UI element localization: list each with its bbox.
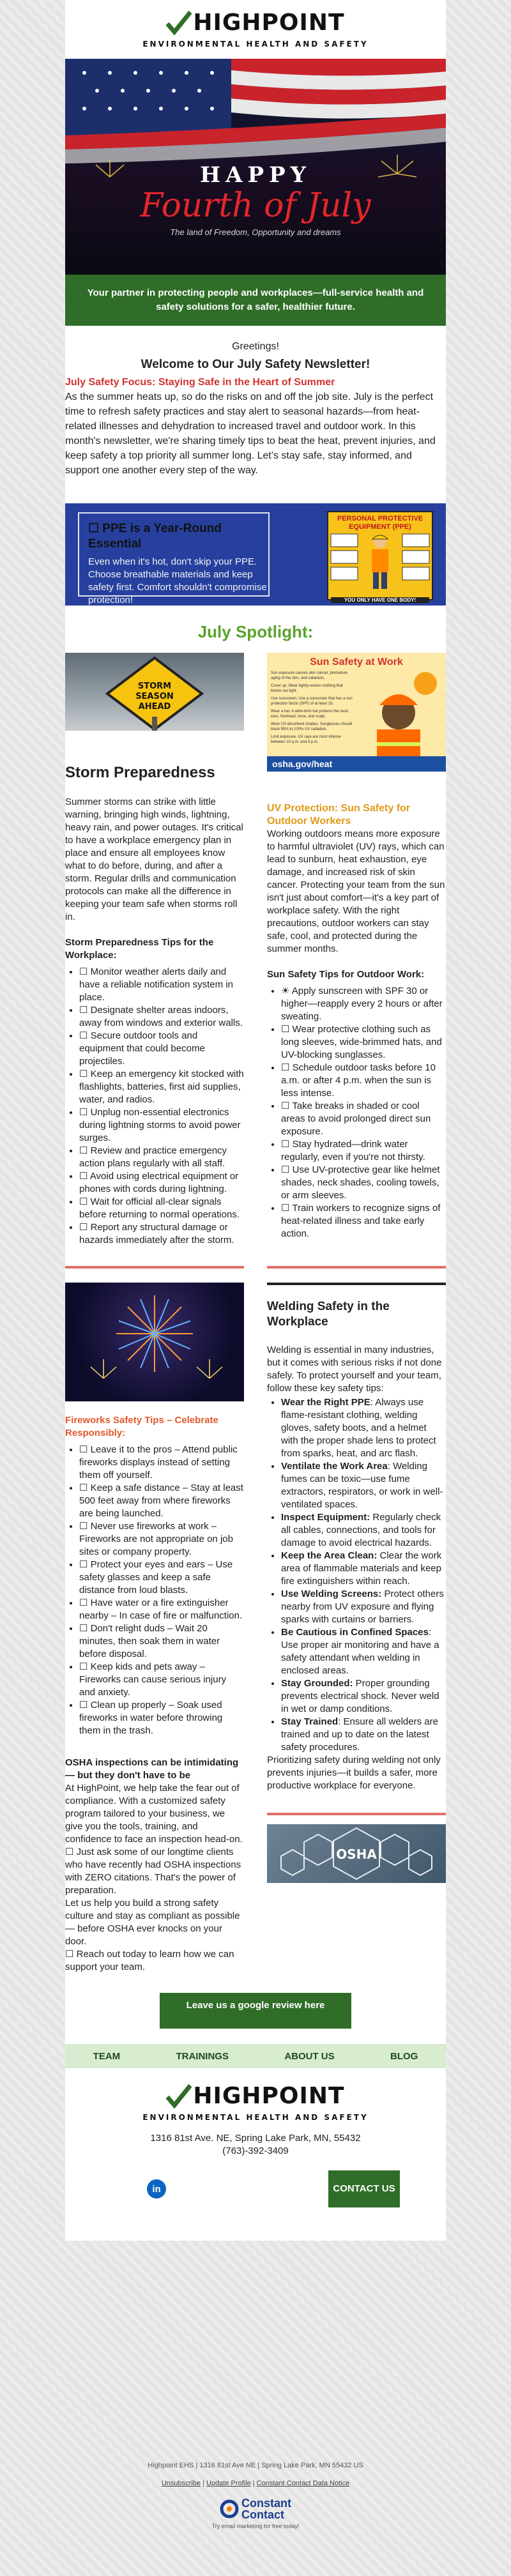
welding-column bbox=[267, 1283, 446, 1974]
spotlight-columns bbox=[65, 653, 446, 1247]
welding-intro: Welding is essential in many industries, but it comes with serious risks if not done safely. To protect yourself and your team, follow these key safety tips: bbox=[267, 1345, 442, 1394]
constant-contact-footer bbox=[0, 2462, 511, 2529]
logo-wordmark: HIGHPOINT bbox=[193, 9, 345, 36]
storm-sign-line-2: SEASON bbox=[135, 692, 174, 701]
storm-sign-line-1: STORM bbox=[137, 682, 172, 691]
ppe-poster bbox=[327, 511, 433, 603]
ppe-poster-title: PERSONAL PROTECTIVE EQUIPMENT (PPE) bbox=[328, 512, 432, 531]
worker-icon bbox=[328, 531, 432, 594]
storm-sign-line-3: AHEAD bbox=[138, 702, 171, 712]
storm-tip: • ☐ Wait for official all-clear signals before returning to normal operations. bbox=[79, 1196, 244, 1221]
sun-tip: • ☐ Wear protective clothing such as long sleeves, wide-brimmed hats, and UV-blocking sunglasses. bbox=[281, 1023, 446, 1062]
storm-sign-icon bbox=[65, 653, 244, 731]
storm-heading: Storm Preparedness bbox=[65, 764, 215, 781]
nav-trainings[interactable]: TRAININGS bbox=[176, 2050, 229, 2062]
footer-logo-wordmark: HIGHPOINT bbox=[193, 2082, 345, 2109]
storm-tip: • ☐ Designate shelter areas indoors, away from windows and exterior walls. bbox=[79, 1004, 244, 1030]
update-profile-link[interactable]: Update Profile bbox=[206, 2480, 251, 2487]
storm-tip: • ☐ Unplug non-essential electronics during lightning storms to avoid power surges. bbox=[79, 1106, 244, 1145]
checkmark-icon bbox=[166, 11, 192, 35]
fireworks-tips-list bbox=[65, 1444, 244, 1737]
fireworks-image bbox=[65, 1283, 244, 1401]
fireworks-heading: Fireworks Safety Tips – Celebrate Responsibly: bbox=[65, 1415, 218, 1438]
fireworks-column bbox=[65, 1283, 244, 1974]
footer-address: 1316 81st Ave. NE, Spring Lake Park, MN, 55432 bbox=[150, 2133, 361, 2144]
fireworks-tip: • ☐ Have water or a fire extinguisher nearby – In case of fire or malfunction. bbox=[79, 1597, 244, 1622]
nav-about-us[interactable]: ABOUT US bbox=[284, 2050, 335, 2062]
storm-tip: • ☐ Keep an emergency kit stocked with flashlights, batteries, first aid supplies, water, and radios. bbox=[79, 1068, 244, 1106]
welding-tip: • Keep the Area Clean: Clear the work area of flammable materials and keep fire extinguishers within reach. bbox=[281, 1550, 446, 1588]
sun-poster-line: Use sunscreen. Use a sunscreen that has a sun protection factor (SPF) of at least 15. bbox=[271, 697, 353, 706]
hero-fourth-text: Fourth of July bbox=[140, 187, 371, 225]
welding-tip: • Use Welding Screens: Protect others nearby from UV exposure and flying sparks with curtains or barriers. bbox=[281, 1588, 446, 1626]
sun-poster-line: Wear a hat. A wide-brim hat protects the neck, ears, forehead, nose, and scalp. bbox=[271, 710, 349, 719]
spotlight-heading: July Spotlight: bbox=[197, 622, 314, 641]
sun-poster-line: Wear UV-absorbent shades. Sunglasses should block 99% to 100% UV radiation. bbox=[271, 722, 353, 731]
sun-body: Working outdoors means more exposure to harmful ultraviolet (UV) rays, which can lead to sunburn, heat exhaustion, eye damage, and increased risk of skin cancer. Protecting your team from the sun isn't just about comfort—it's a key part of workplace safety. With the right precautions, outdoor workers can stay safe, cool, and protected during the summer months. bbox=[267, 828, 445, 954]
greeting: Greetings! bbox=[232, 341, 279, 352]
welding-tip: • Be Cautious in Confined Spaces: Use proper air monitoring and have a safety attendant when welding in enclosed areas. bbox=[281, 1626, 446, 1677]
welding-tip: • Ventilate the Work Area: Welding fumes can be toxic—use fume extractors, respirators, or work in well-ventilated spaces. bbox=[281, 1460, 446, 1511]
sun-tips-heading: Sun Safety Tips for Outdoor Work: bbox=[267, 969, 425, 980]
cc-word-1: Constant bbox=[241, 2497, 291, 2510]
ppe-text-box bbox=[78, 512, 270, 606]
sun-tip: • ☐ Use UV-protective gear like helmet shades, neck shades, cooling towels, or arm sleeves. bbox=[281, 1164, 446, 1202]
sun-tip: • ☀ Apply sunscreen with SPF 30 or higher—reapply every 2 hours or after sweating. bbox=[281, 985, 446, 1023]
constant-contact-logo[interactable] bbox=[0, 2497, 511, 2520]
storm-column bbox=[65, 653, 244, 1247]
sun-column bbox=[267, 653, 446, 1247]
sun-tips-list bbox=[267, 985, 446, 1240]
fireworks-icon bbox=[65, 1283, 244, 1401]
ppe-callout bbox=[65, 503, 446, 606]
osha-image-label: OSHA bbox=[336, 1847, 377, 1862]
footer-logo[interactable] bbox=[65, 2073, 446, 2132]
footer-spacer bbox=[65, 2207, 446, 2241]
focus-heading: July Safety Focus: Staying Safe in the Heart of Summer bbox=[65, 377, 335, 388]
welding-tip: • Inspect Equipment: Regularly check all cables, connections, and tools for damage to avoid electrical hazards. bbox=[281, 1511, 446, 1550]
fireworks-tip: • ☐ Keep kids and pets away – Fireworks can cause serious injury and anxiety. bbox=[79, 1661, 244, 1699]
footer-nav bbox=[65, 2044, 446, 2068]
divider-right bbox=[267, 1266, 446, 1269]
osha-heading: OSHA inspections can be intimidating — but they don't have to be bbox=[65, 1757, 239, 1781]
footer-links: Unsubscribe | Update Profile | Constant Contact Data Notice bbox=[161, 2480, 350, 2487]
welcome-heading: Welcome to Our July Safety Newsletter! bbox=[141, 358, 370, 371]
ppe-title: ☐ PPE is a Year-Round Essential bbox=[88, 522, 222, 551]
cc-word-2: Contact bbox=[241, 2508, 284, 2521]
welding-tip: • Wear the Right PPE: Always use flame-resistant clothing, welding gloves, safety boots, and a helmet with the proper shade lens to protect from sparks, heat, and arc flash. bbox=[281, 1396, 446, 1460]
ppe-poster-footer: YOU ONLY HAVE ONE BODY! bbox=[331, 597, 429, 603]
tagline-banner: Your partner in protecting people and workplaces—full-service health and safety solutions for a safer, healthier future. bbox=[65, 275, 446, 326]
storm-tip: • ☐ Review and practice emergency action plans regularly with all staff. bbox=[79, 1145, 244, 1170]
intro-paragraph: As the summer heats up, so do the risks on and off the job site. July is the perfect time to refresh safety practices and stay alert to seasonal hazards—from heat-related illnesses and dehydration to increased travel and outdoor work. In this month's newsletter, we're sharing timely tips to beat the heat, prevent injuries, and keep safety a top priority all summer long. Let's stay safe, stay informed, and support one another every step of the way. bbox=[65, 392, 436, 476]
header-logo[interactable] bbox=[65, 0, 446, 59]
ppe-line-2: Choose breathable materials and keep safety first. Comfort shouldn't compromise protection! bbox=[88, 569, 267, 606]
sun-tip: • ☐ Take breaks in shaded or cool areas to avoid prolonged direct sun exposure. bbox=[281, 1100, 446, 1138]
storm-tip: • ☐ Secure outdoor tools and equipment that could become projectiles. bbox=[79, 1030, 244, 1068]
section-dividers bbox=[65, 1266, 446, 1269]
contact-us-button[interactable]: CONTACT US bbox=[328, 2170, 400, 2207]
welding-divider-top bbox=[267, 1283, 446, 1285]
safety-columns bbox=[65, 1283, 446, 1974]
storm-image bbox=[65, 653, 244, 731]
linkedin-icon[interactable]: in bbox=[147, 2179, 166, 2199]
osha-paragraph-4: ☐ Reach out today to learn how we can support your team. bbox=[65, 1949, 234, 1972]
footer-phone[interactable]: (763)-392-3409 bbox=[222, 2145, 289, 2156]
osha-hex-icon bbox=[267, 1824, 446, 1883]
footer-logo-subtitle: ENVIRONMENTAL HEALTH AND SAFETY bbox=[142, 2112, 369, 2122]
welding-tip: • Stay Trained: Ensure all welders are trained and up to date on the latest safety procedures. bbox=[281, 1716, 446, 1754]
intro-section bbox=[65, 341, 446, 478]
welding-tips-list bbox=[267, 1396, 446, 1754]
email-container bbox=[65, 0, 446, 2241]
sun-poster-title: Sun Safety at Work bbox=[310, 657, 403, 667]
sun-tip: • ☐ Schedule outdoor tasks before 10 a.m. or after 4 p.m. when the sun is less intense. bbox=[281, 1062, 446, 1100]
fireworks-tip: • ☐ Never use fireworks at work – Fireworks are not appropriate on job sites or company property. bbox=[79, 1520, 244, 1559]
osha-paragraph-3: Let us help you build a strong safety culture and stay as compliant as possible — before OSHA ever knocks on your door. bbox=[65, 1898, 240, 1947]
fireworks-tip: • ☐ Protect your eyes and ears – Use safety glasses and keep a safe distance from loud blasts. bbox=[79, 1559, 244, 1597]
divider-left bbox=[65, 1266, 244, 1269]
sun-poster-line: Limit exposure. UV rays are most intense between 10 a.m. and 4 p.m. bbox=[271, 735, 341, 744]
unsubscribe-link[interactable]: Unsubscribe bbox=[161, 2480, 201, 2487]
data-notice-link[interactable]: Constant Contact Data Notice bbox=[256, 2480, 350, 2487]
review-button-wrap bbox=[65, 1993, 446, 2029]
hero-tagline: The land of Freedom, Opportunity and dreams bbox=[170, 227, 341, 237]
storm-tip: • ☐ Avoid using electrical equipment or phones with cords during lightning. bbox=[79, 1170, 244, 1196]
fireworks-tip: • ☐ Clean up properly – Soak used fireworks in water before throwing them in the trash. bbox=[79, 1699, 244, 1737]
osha-paragraph-1: At HighPoint, we help take the fear out of compliance. With a customized safety program tailored to your business, we give you the tools, training, and confidence to face an inspection head-on. bbox=[65, 1783, 243, 1845]
hero-happy-text: HAPPY bbox=[200, 162, 311, 188]
nav-blog[interactable]: BLOG bbox=[390, 2050, 418, 2062]
sun-poster-line: Cover up. Wear tightly-woven clothing that blocks out light. bbox=[271, 684, 343, 693]
fireworks-tip: • ☐ Don't relight duds – Wait 20 minutes, then soak them in water before disposal. bbox=[79, 1622, 244, 1661]
sun-heading: UV Protection: Sun Safety for Outdoor Workers bbox=[267, 803, 411, 827]
welding-heading: Welding Safety in the Workplace bbox=[267, 1300, 390, 1329]
google-review-button[interactable]: Leave us a google review here bbox=[160, 1993, 351, 2029]
osha-divider bbox=[267, 1813, 446, 1815]
footer bbox=[65, 2073, 446, 2241]
storm-tips-heading: Storm Preparedness Tips for the Workplace: bbox=[65, 937, 214, 961]
constant-contact-icon bbox=[220, 2499, 239, 2519]
sun-poster-line: Sun exposure causes skin cancer, premature aging of the skin, and cataracts. bbox=[271, 671, 348, 680]
ppe-line-1: Even when it's hot, don't skip your PPE. bbox=[88, 556, 257, 567]
sun-tip: • ☐ Stay hydrated—drink water regularly, even if you're not thirsty. bbox=[281, 1138, 446, 1164]
checkmark-icon bbox=[166, 2084, 192, 2108]
storm-tip: • ☐ Monitor weather alerts daily and have a reliable notification system in place. bbox=[79, 966, 244, 1004]
storm-tips-list bbox=[65, 966, 244, 1247]
storm-body: Summer storms can strike with little warning, bringing high winds, lightning, heavy rain, and power outages. It's critical to have a workplace emergency plan in place and ensure all employees know what to do before, during, and after a storm. Regular drills and communication protocols can make all the difference in keeping your team safe when storms roll in. bbox=[65, 796, 243, 922]
sun-safety-poster bbox=[267, 653, 446, 772]
osha-image bbox=[267, 1824, 446, 1883]
hero-image bbox=[65, 59, 446, 275]
sender-address: Highpoint EHS | 1316 81st Ave NE | Spring Lake Park, MN 55432 US bbox=[148, 2462, 363, 2469]
osha-paragraph-2: ☐ Just ask some of our longtime clients who have recently had OSHA inspections with ZERO citations. That's the power of preparation. bbox=[65, 1847, 241, 1896]
sun-tip: • ☐ Train workers to recognize signs of heat-related illness and take early action. bbox=[281, 1202, 446, 1240]
welding-tip: • Stay Grounded: Proper grounding prevents electrical shock. Never weld in wet or damp conditions. bbox=[281, 1677, 446, 1716]
logo-subtitle: ENVIRONMENTAL HEALTH AND SAFETY bbox=[142, 39, 369, 49]
fireworks-tip: • ☐ Leave it to the pros – Attend public fireworks displays instead of setting them off yourself. bbox=[79, 1444, 244, 1482]
storm-tip: • ☐ Report any structural damage or hazards immediately after the storm. bbox=[79, 1221, 244, 1247]
fireworks-tip: • ☐ Keep a safe distance – Stay at least 500 feet away from where fireworks are being launched. bbox=[79, 1482, 244, 1520]
osha-heat-link[interactable]: osha.gov/heat bbox=[267, 756, 446, 772]
welding-closing: Prioritizing safety during welding not only prevents injuries—it builds a safer, more productive workplace for everyone. bbox=[267, 1755, 441, 1791]
footer-social-row bbox=[65, 2170, 446, 2207]
cc-tagline: Try email marketing for free today! bbox=[211, 2523, 300, 2529]
nav-team[interactable]: TEAM bbox=[93, 2050, 121, 2062]
